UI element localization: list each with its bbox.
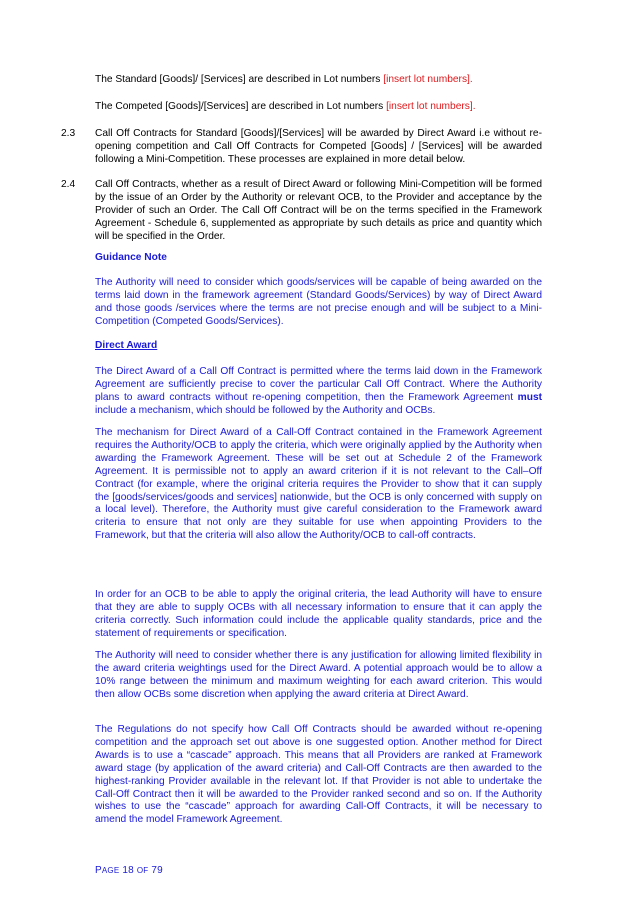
- competed-lot-placeholder: [insert lot numbers].: [386, 101, 476, 112]
- guidance-paragraph-2: [95, 366, 542, 418]
- competed-goods-text: The Competed [Goods]/[Services] are described in Lot numbers: [95, 101, 387, 112]
- footer-total-pages: 79: [151, 865, 163, 876]
- clause-number-2-4: 2.4: [61, 179, 76, 190]
- direct-award-heading-text: Direct Award: [95, 340, 158, 351]
- page-footer: [95, 865, 163, 878]
- guidance-paragraph-1: The Authority will need to consider which goods/services will be capable of being awarded on the terms laid down in the framework agreement (Standard Goods/Services) by way of Direct Award and those goods /services where the terms are not precise enough and will be subject to a Mini-Competition (Competed Goods/Services).: [95, 277, 542, 327]
- clause-2-3-text: Call Off Contracts for Standard [Goods]/[Services] will be awarded by Direct Award i.e without re-opening competition and Call Off Contracts for Competed [Goods] / [Services] will be awarded following a Mini-Competition. These processes are explained in more detail below.: [95, 128, 542, 165]
- footer-page-rest: AGE: [101, 866, 120, 875]
- footer-of: OF: [136, 866, 149, 875]
- guidance-paragraph-6: The Regulations do not specify how Call Off Contracts should be awarded without re-opening competition and the approach set out above is one suggested option. Another method for Direct Awards is to use a “cascade” approach. This means that all Providers are ranked at Framework award stage (by application of the award criteria) and Call-Off Contracts are then awarded to the highest-ranking Provider available in the relevant lot. If that Provider is not able to undertake the Call-Off Contract then it will be awarded to the Provider ranked second and so on. If the Authority wishes to use the “cascade” approach for awarding Call-Off Contracts, it will be necessary to amend the model Framework Agreement.: [95, 724, 542, 826]
- standard-lot-placeholder: [insert lot numbers].: [383, 74, 473, 85]
- guidance-note-heading: Guidance Note: [95, 252, 167, 263]
- must-emphasis: must: [517, 391, 542, 403]
- guidance-paragraph-4: In order for an OCB to be able to apply the original criteria, the lead Authority will have to ensure that they are able to supply OCBs with all necessary information to ensure that it can apply the criteria correctly. Such information could include the applicable quality standards, price and the statement of requirements or specification.: [95, 589, 542, 639]
- guidance-paragraph-3: The mechanism for Direct Award of a Call-Off Contract contained in the Framework Agreement requires the Authority/OCB to apply the criteria, which were originally applied by the Authority when awarding the Framework Agreement. These will be set out at Schedule 2 of the Framework Agreement. It is permissible not to apply an award criterion if it is not relevant to the Call–Off Contract (for example, where the original criteria requires the Provider to show that it can supply the [goods/services/goods and services] nationwide, but the OCB is only concerned with supply on a local level). Therefore, the Authority must give careful consideration to the Framework award criteria to ensure that not only are they suitable for use when appointing Providers to the Framework, but that the criteria will also allow the Authority/OCB to call-off contracts.: [95, 427, 542, 542]
- footer-page-initial: P: [95, 865, 102, 876]
- standard-goods-line: [95, 74, 542, 87]
- direct-award-heading: [95, 340, 542, 353]
- footer-page-number: 18: [122, 865, 134, 876]
- paragraph-2-start: The Direct Award of a Call Off Contract is permitted where the terms laid down in the Framework Agreement are sufficiently precise to cover the particular Call Off Contract. Where the Authority plans to award contracts without re-opening competition, then the Framework Agreement: [95, 366, 542, 403]
- paragraph-2-end: include a mechanism, which should be followed by the Authority and OCBs.: [95, 404, 436, 416]
- clause-number-2-3: 2.3: [61, 128, 76, 139]
- standard-goods-text: The Standard [Goods]/ [Services] are described in Lot numbers: [95, 74, 384, 85]
- competed-goods-line: [95, 101, 542, 114]
- guidance-paragraph-5: The Authority will need to consider whether there is any justification for allowing limited flexibility in the award criteria weightings used for the Direct Award. A potential approach would be to allow a 10% range between the minimum and maximum weighting for each award criterion. This would then allow OCBs some discretion when applying the award criteria at Direct Award.: [95, 650, 542, 700]
- clause-2-4-text: Call Off Contracts, whether as a result of Direct Award or following Mini-Competition will be formed by the issue of an Order by the Authority or relevant OCB, to the Provider and acceptance by the Provider of such an Order. The Call Off Contract will be on the terms specified in the Framework Agreement - Schedule 6, supplemented as appropriate by such details as price and quantity which will be specified in the Order.: [95, 179, 542, 242]
